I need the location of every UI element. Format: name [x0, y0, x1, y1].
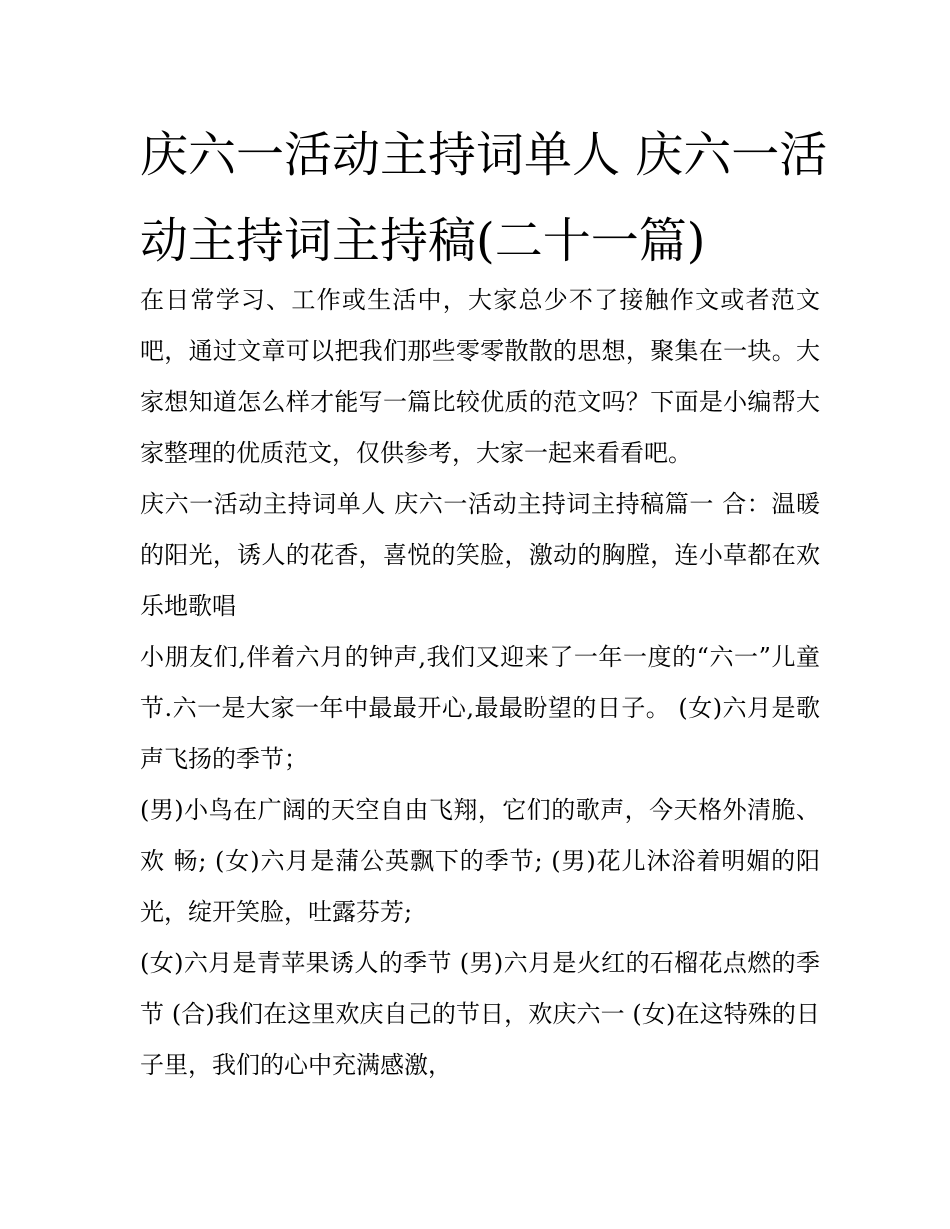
document-title: 庆六一活动主持词单人 庆六一活动主持词主持稿(二十一篇) — [140, 127, 828, 269]
paragraph-welcome: 小朋友们,伴着六月的钟声,我们又迎来了一年一度的“六一”儿童节.六一是大家一年中最最开心,最最盼望的日子。 (女)六月是歌声飞扬的季节； — [140, 643, 820, 773]
paragraph-birds: (男)小鸟在广阔的天空自由飞翔，它们的歌声，今天格外清脆、欢 畅; (女)六月是蒲公英飘下的季节; (男)花儿沐浴着明媚的阳光，绽开笑脸，吐露芬芳; — [140, 796, 820, 926]
paragraph-june: (女)六月是青苹果诱人的季节 (男)六月是火红的石榴花点燃的季节 (合)我们在这里欢庆自己的节日，欢庆六一 (女)在这特殊的日子里，我们的心中充满感激， — [140, 949, 820, 1079]
paragraph-opening: 庆六一活动主持词单人 庆六一活动主持词主持稿篇一 合：温暖的阳光，诱人的花香，喜悦的笑脸，激动的胸膛，连小草都在欢乐地歌唱 — [140, 490, 820, 620]
document-body — [140, 275, 820, 1091]
paragraph-intro: 在日常学习、工作或生活中，大家总少不了接触作文或者范文吧，通过文章可以把我们那些零零散散的思想，聚集在一块。大家想知道怎么样才能写一篇比较优质的范文吗？下面是小编帮大家整理的优质范文，仅供参考，大家一起来看看吧。 — [140, 286, 820, 467]
